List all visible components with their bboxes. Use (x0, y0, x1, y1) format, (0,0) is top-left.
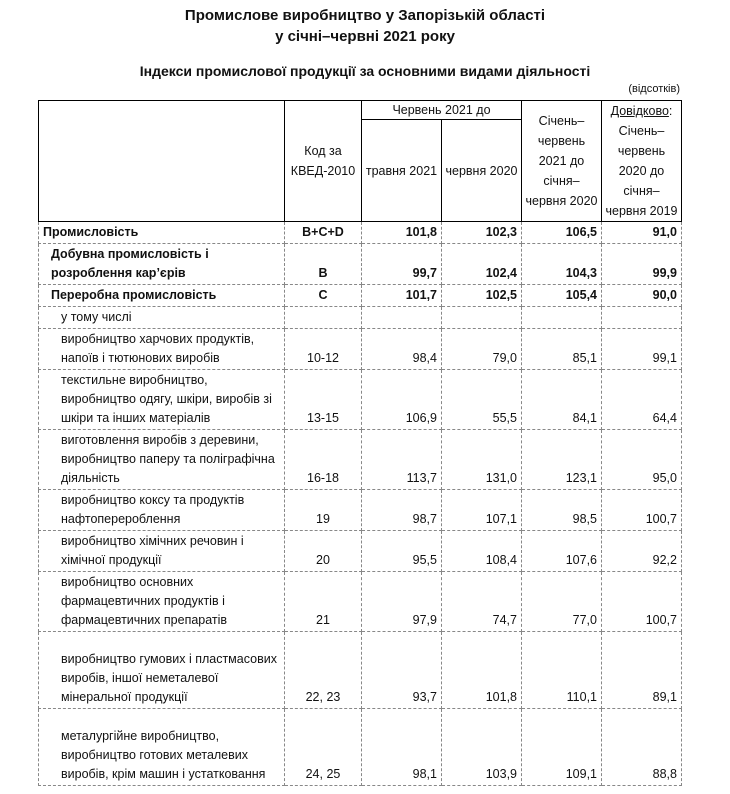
header-group-june: Червень 2021 до (362, 101, 522, 120)
row-code: 24, 25 (285, 709, 362, 786)
document-title-line1: Промислове виробництво у Запорізькій області (184, 7, 546, 24)
header-jan-jun: Січень–червень 2021 до січня–червня 2020 (522, 101, 602, 222)
table-row (39, 370, 682, 430)
header-reference (602, 101, 682, 222)
row-name: Добувна промисловість і розроблення кар’єрів (39, 244, 285, 285)
row-name: виробництво харчових продуктів, напоїв і тютюнових виробів (39, 329, 285, 370)
table-row (39, 222, 682, 244)
table-row (39, 307, 682, 329)
row-value-may-2021 (362, 307, 442, 329)
table-row (39, 531, 682, 572)
row-value-june-2020: 55,5 (442, 370, 522, 430)
row-value-june-2020: 108,4 (442, 531, 522, 572)
row-code: 13-15 (285, 370, 362, 430)
row-value-reference: 90,0 (602, 285, 682, 307)
row-value-jan-jun: 98,5 (522, 490, 602, 531)
table-row (39, 632, 682, 709)
row-value-june-2020: 131,0 (442, 430, 522, 490)
row-name: Переробна промисловість (39, 285, 285, 307)
row-value-june-2020: 103,9 (442, 709, 522, 786)
header-june: червня 2020 (442, 120, 522, 222)
row-value-reference: 99,9 (602, 244, 682, 285)
row-value-jan-jun: 109,1 (522, 709, 602, 786)
row-value-reference: 89,1 (602, 632, 682, 709)
row-value-reference: 99,1 (602, 329, 682, 370)
table-row (39, 490, 682, 531)
table-subtitle: Індекси промислової продукції за основними видами діяльності (139, 63, 591, 79)
row-value-jan-jun: 105,4 (522, 285, 602, 307)
header-reference-colon: : (668, 104, 673, 118)
table-row (39, 430, 682, 490)
header-name (39, 101, 285, 222)
row-value-reference: 95,0 (602, 430, 682, 490)
row-name: виготовлення виробів з деревини, виробництво паперу та поліграфічна діяльність (39, 430, 285, 490)
row-value-reference: 64,4 (602, 370, 682, 430)
table-row (39, 285, 682, 307)
row-value-jan-jun (522, 307, 602, 329)
row-value-june-2020: 102,5 (442, 285, 522, 307)
row-value-jan-jun: 85,1 (522, 329, 602, 370)
unit-label: (відсотків) (628, 83, 680, 95)
row-value-may-2021: 98,1 (362, 709, 442, 786)
row-value-jan-jun: 84,1 (522, 370, 602, 430)
row-code: B+C+D (285, 222, 362, 244)
row-value-may-2021: 97,9 (362, 572, 442, 632)
row-name: металургійне виробництво, виробництво готових металевих виробів, крім машин і устатковання (39, 709, 285, 786)
row-value-jan-jun: 104,3 (522, 244, 602, 285)
row-value-may-2021: 113,7 (362, 430, 442, 490)
row-code: 21 (285, 572, 362, 632)
row-code: 10-12 (285, 329, 362, 370)
header-may: травня 2021 (362, 120, 442, 222)
row-value-may-2021: 101,7 (362, 285, 442, 307)
industrial-index-table (38, 100, 682, 786)
row-name: у тому числі (39, 307, 285, 329)
row-value-june-2020: 79,0 (442, 329, 522, 370)
table-row (39, 709, 682, 786)
row-code: B (285, 244, 362, 285)
row-code: 19 (285, 490, 362, 531)
header-reference-text: Січень–червень 2020 до січня–червня 2019 (605, 124, 678, 218)
row-value-jan-jun: 106,5 (522, 222, 602, 244)
row-name: виробництво основних фармацевтичних продуктів і фармацевтичних препаратів (39, 572, 285, 632)
row-value-jan-jun: 77,0 (522, 572, 602, 632)
row-value-june-2020: 102,4 (442, 244, 522, 285)
header-code: Код за КВЕД-2010 (285, 101, 362, 222)
table-row (39, 572, 682, 632)
row-value-jan-jun: 110,1 (522, 632, 602, 709)
row-value-jan-jun: 123,1 (522, 430, 602, 490)
row-value-june-2020: 102,3 (442, 222, 522, 244)
row-value-june-2020: 107,1 (442, 490, 522, 531)
row-value-may-2021: 93,7 (362, 632, 442, 709)
document-title-line2: у січні–червні 2021 року (275, 28, 455, 45)
row-code: 20 (285, 531, 362, 572)
table-row (39, 244, 682, 285)
row-name: текстильне виробництво, виробництво одягу, шкіри, виробів зі шкіри та інших матеріалів (39, 370, 285, 430)
row-code: C (285, 285, 362, 307)
row-code (285, 307, 362, 329)
row-value-may-2021: 106,9 (362, 370, 442, 430)
row-value-june-2020: 74,7 (442, 572, 522, 632)
row-name: виробництво гумових і пластмасових виробів, іншої неметалевої мінеральної продукції (39, 632, 285, 709)
table-row (39, 329, 682, 370)
row-name: виробництво коксу та продуктів нафтоперероблення (39, 490, 285, 531)
row-value-reference: 100,7 (602, 572, 682, 632)
row-code: 22, 23 (285, 632, 362, 709)
table-body (39, 222, 682, 786)
row-value-may-2021: 98,7 (362, 490, 442, 531)
row-value-june-2020: 101,8 (442, 632, 522, 709)
row-value-may-2021: 99,7 (362, 244, 442, 285)
row-value-reference: 91,0 (602, 222, 682, 244)
row-value-reference: 92,2 (602, 531, 682, 572)
row-value-may-2021: 98,4 (362, 329, 442, 370)
row-value-may-2021: 95,5 (362, 531, 442, 572)
header-reference-label: Довідково (610, 104, 669, 118)
row-name: виробництво хімічних речовин і хімічної продукції (39, 531, 285, 572)
row-value-reference (602, 307, 682, 329)
row-code: 16-18 (285, 430, 362, 490)
row-name: Промисловість (39, 222, 285, 244)
row-value-jan-jun: 107,6 (522, 531, 602, 572)
row-value-reference: 100,7 (602, 490, 682, 531)
row-value-june-2020 (442, 307, 522, 329)
row-value-may-2021: 101,8 (362, 222, 442, 244)
row-value-reference: 88,8 (602, 709, 682, 786)
